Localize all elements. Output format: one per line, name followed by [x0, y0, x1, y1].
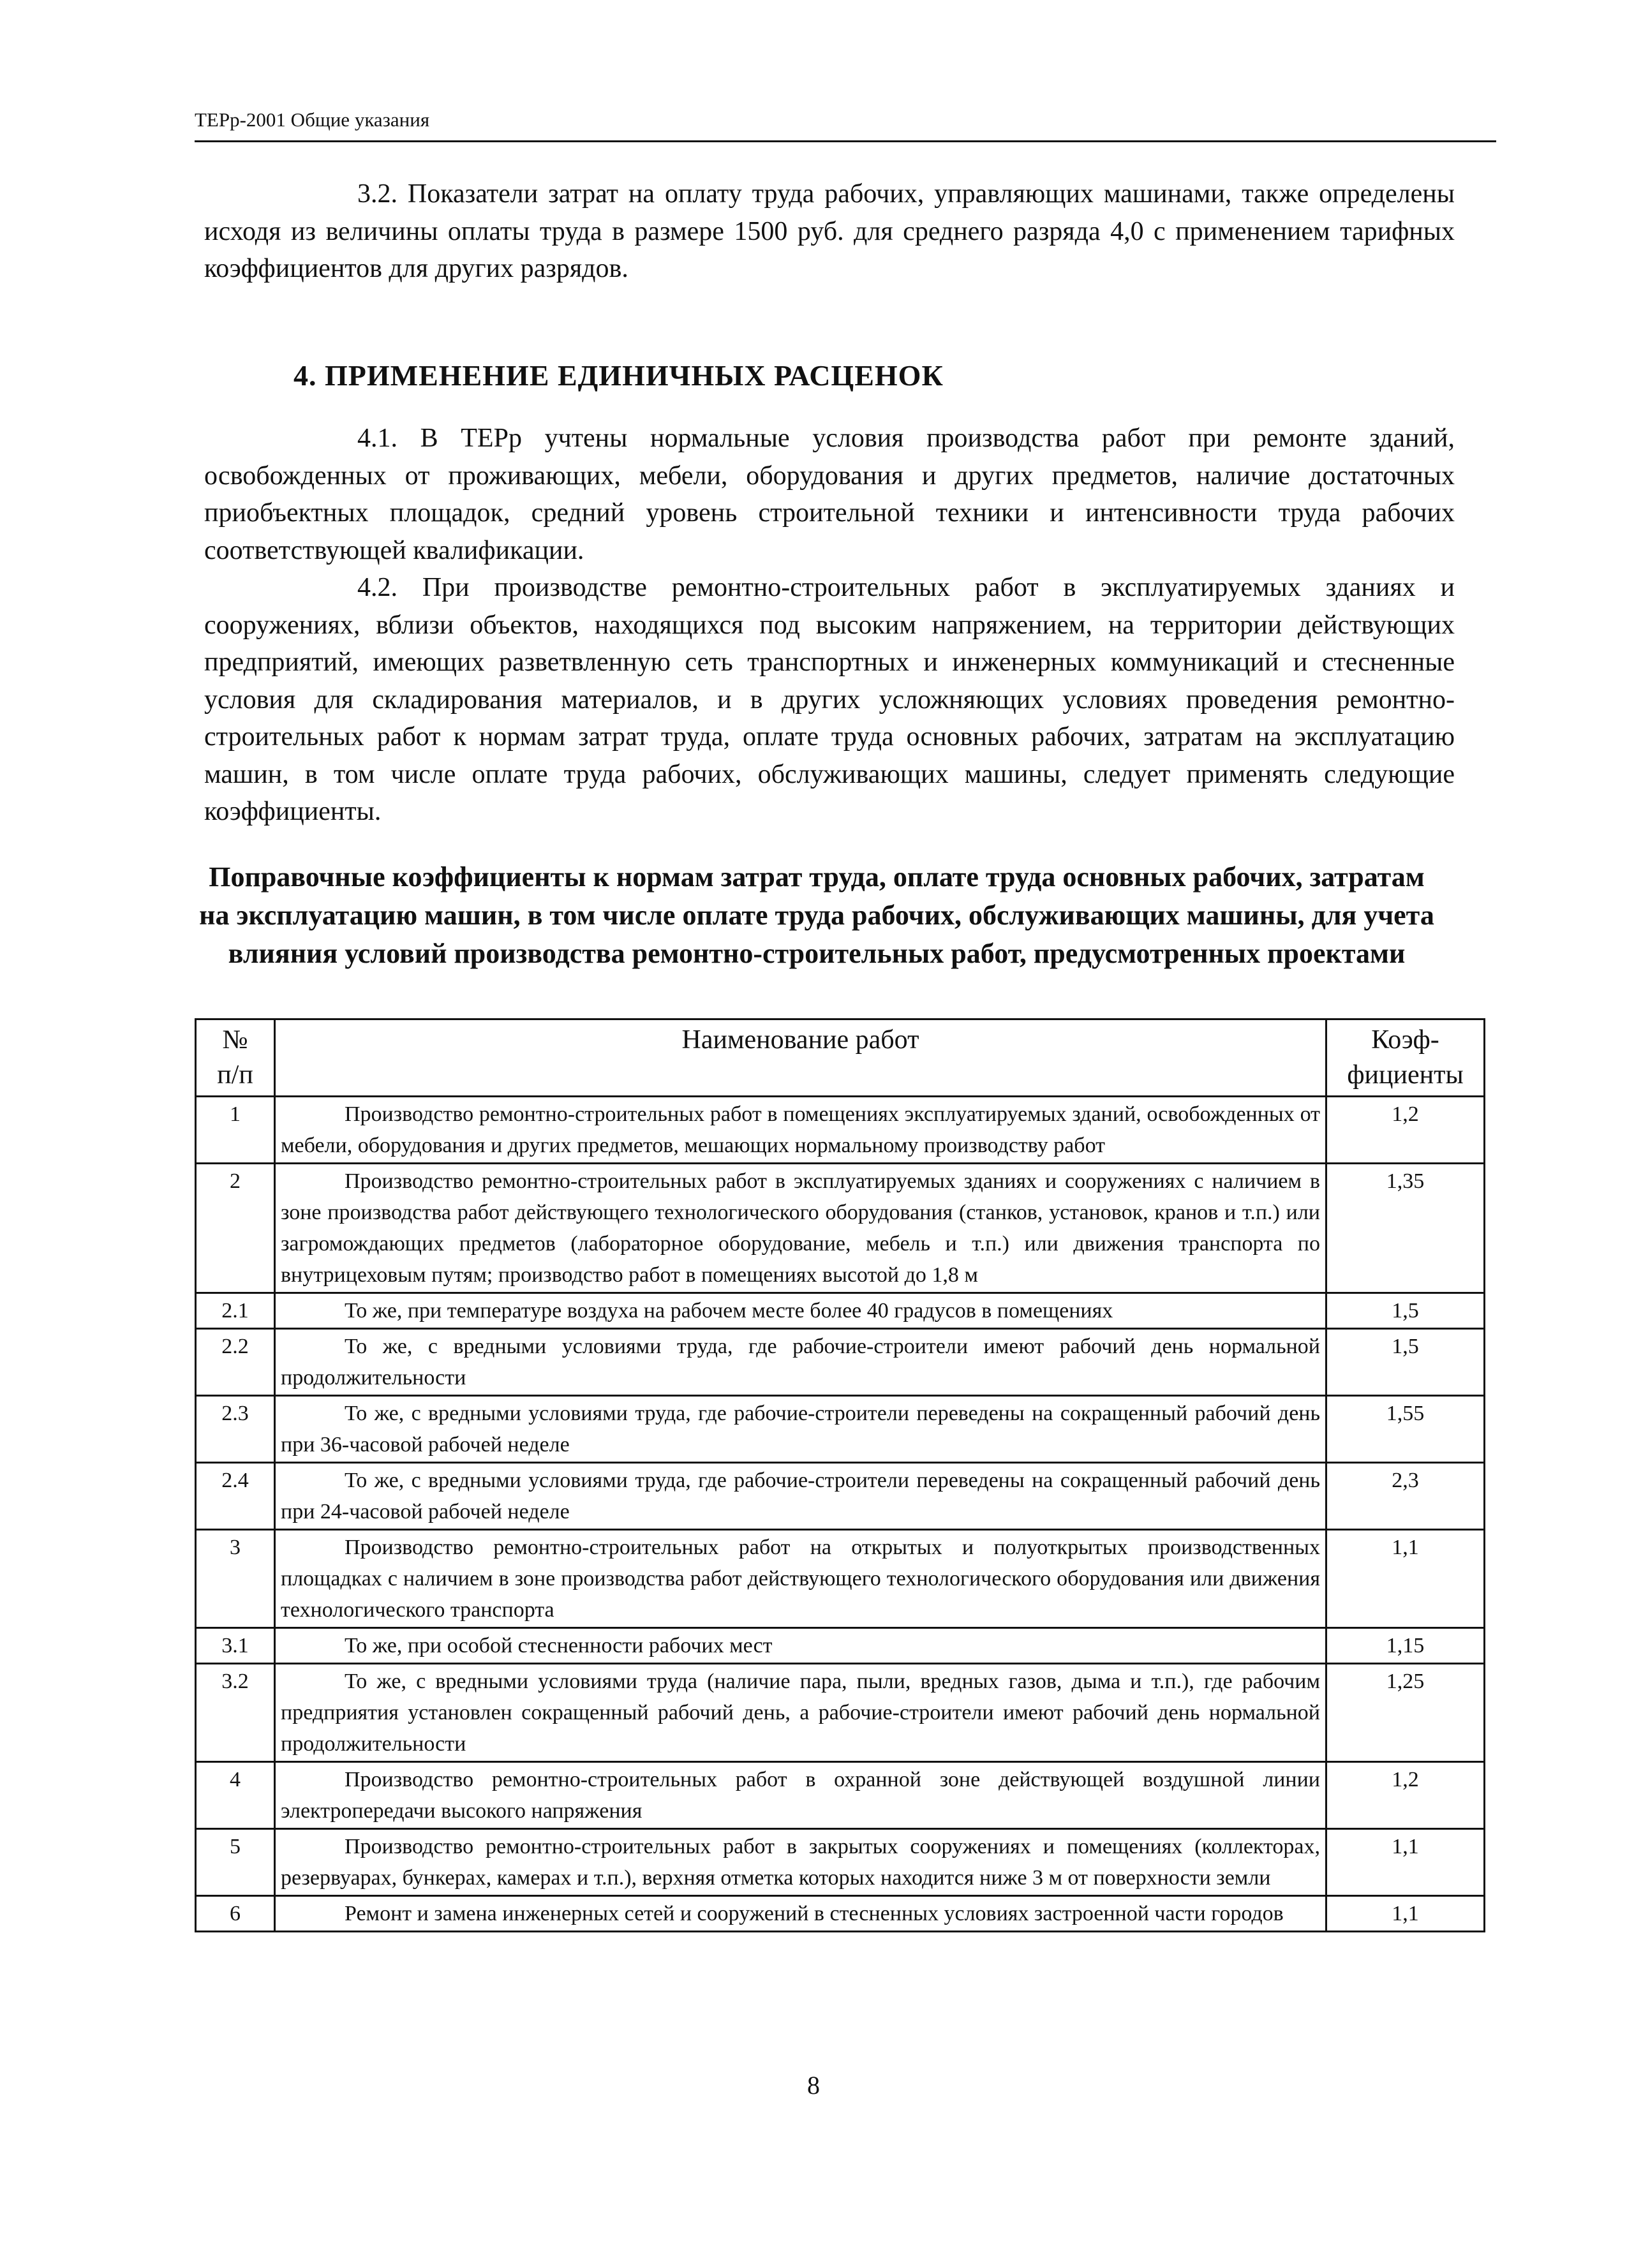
- table-row: [196, 1628, 1485, 1664]
- header-number: [196, 1019, 275, 1097]
- row-number: 3: [196, 1530, 275, 1628]
- row-work-name-text: Ремонт и замена инженерных сетей и сооружений в стесненных условиях застроенной части городов: [345, 1902, 1284, 1925]
- table-row: [196, 1762, 1485, 1829]
- row-work-name: [275, 1293, 1326, 1329]
- row-work-name-text: То же, с вредными условиями труда, где рабочие-строители переведены на сокращенный рабочий день при 24-часовой рабочей неделе: [281, 1469, 1320, 1523]
- row-work-name-text: То же, при температуре воздуха на рабочем месте более 40 градусов в помещениях: [345, 1299, 1113, 1323]
- row-number: 2.2: [196, 1329, 275, 1396]
- table-row: [196, 1463, 1485, 1530]
- row-work-name: [275, 1628, 1326, 1664]
- page-number: 8: [807, 2071, 820, 2100]
- header-coefficient: [1326, 1019, 1485, 1097]
- row-work-name: [275, 1329, 1326, 1396]
- header-coefficient-line2: фициенты: [1347, 1060, 1464, 1090]
- row-work-name-text: То же, с вредными условиями труда (наличие пара, пыли, вредных газов, дыма и т.п.), где рабочим предприятия установлен сокращенный рабочий день, а рабочие-строители имеют рабочий день нормальной продолжительности: [281, 1670, 1320, 1756]
- page-header: [195, 107, 1496, 142]
- row-coefficient: 1,1: [1326, 1896, 1485, 1932]
- row-number: 3.2: [196, 1664, 275, 1762]
- row-work-name: [275, 1664, 1326, 1762]
- row-coefficient: 1,5: [1326, 1329, 1485, 1396]
- table-row: [196, 1097, 1485, 1164]
- table-row: [196, 1664, 1485, 1762]
- table-row: [196, 1396, 1485, 1463]
- row-work-name: [275, 1829, 1326, 1896]
- row-work-name-text: Производство ремонтно-строительных работ в закрытых сооружениях и помещениях (коллекторах, резервуарах, бункерах, камерах и т.п.), верхняя отметка которых находится ниже 3 м от поверхности земли: [281, 1835, 1320, 1890]
- row-coefficient: 1,1: [1326, 1530, 1485, 1628]
- header-work-name: Наименование работ: [275, 1019, 1326, 1097]
- section-title: 4. ПРИМЕНЕНИЕ ЕДИНИЧНЫХ РАСЦЕНОК: [293, 359, 944, 392]
- row-coefficient: 1,35: [1326, 1164, 1485, 1293]
- row-work-name: [275, 1164, 1326, 1293]
- row-work-name: [275, 1530, 1326, 1628]
- paragraph-4-2: 4.2. При производстве ремонтно-строительных работ в эксплуатируемых зданиях и сооружениях, вблизи объектов, находящихся под высоким напряжением, на территории действующих предприятий, имеющих разветвленную сеть транспортных и инженерных коммуникаций и стесненные условия для складирования материалов, и в других усложняющих условиях проведения ремонтно-строительных работ к нормам затрат труда, оплате труда основных рабочих, затратам на эксплуатацию машин, в том числе оплате труда рабочих, обслуживающих машины, следует применять следующие коэффициенты.: [204, 573, 1455, 826]
- row-coefficient: 1,5: [1326, 1293, 1485, 1329]
- paragraph-3-2-block: [204, 175, 1455, 288]
- row-coefficient: 2,3: [1326, 1463, 1485, 1530]
- row-work-name: [275, 1762, 1326, 1829]
- row-work-name-text: То же, с вредными условиями труда, где рабочие-строители переведены на сокращенный рабочий день при 36-часовой рабочей неделе: [281, 1402, 1320, 1456]
- paragraph-4-1: 4.1. В ТЕРр учтены нормальные условия производства работ при ремонте зданий, освобожденных от проживающих, мебели, оборудования и других предметов, наличие достаточных приобъектных площадок, средний уровень строительной техники и интенсивности труда рабочих соответствующей квалификации.: [204, 424, 1455, 565]
- row-coefficient: 1,15: [1326, 1628, 1485, 1664]
- table-row: [196, 1530, 1485, 1628]
- row-number: 2.3: [196, 1396, 275, 1463]
- row-work-name-text: То же, при особой стесненности рабочих мест: [345, 1634, 773, 1657]
- row-coefficient: 1,25: [1326, 1664, 1485, 1762]
- row-number: 4: [196, 1762, 275, 1829]
- row-work-name: [275, 1396, 1326, 1463]
- row-work-name-text: То же, с вредными условиями труда, где рабочие-строители имеют рабочий день нормальной продолжительности: [281, 1335, 1320, 1390]
- row-work-name: [275, 1463, 1326, 1530]
- table-row: [196, 1829, 1485, 1896]
- row-work-name-text: Производство ремонтно-строительных работ на открытых и полуоткрытых производственных площадках с наличием в зоне производства работ действующего технологического оборудования или движения технологического транспорта: [281, 1536, 1320, 1622]
- paragraphs-section-4: [204, 420, 1455, 831]
- row-number: 2.1: [196, 1293, 275, 1329]
- row-number: 3.1: [196, 1628, 275, 1664]
- paragraph-3-2: 3.2. Показатели затрат на оплату труда рабочих, управляющих машинами, также определены исходя из величины оплаты труда в размере 1500 руб. для среднего разряда 4,0 с применением тарифных коэффициентов для других разрядов.: [204, 179, 1455, 283]
- row-number: 5: [196, 1829, 275, 1896]
- row-coefficient: 1,1: [1326, 1829, 1485, 1896]
- header-coefficient-line1: Коэф-: [1371, 1025, 1439, 1055]
- coefficients-table: [195, 1018, 1485, 1932]
- table-row: [196, 1293, 1485, 1329]
- header-number-line2: п/п: [217, 1060, 253, 1090]
- table-row: [196, 1329, 1485, 1396]
- row-number: 2: [196, 1164, 275, 1293]
- table-row: [196, 1896, 1485, 1932]
- row-number: 6: [196, 1896, 275, 1932]
- row-coefficient: 1,55: [1326, 1396, 1485, 1463]
- row-number: 2.4: [196, 1463, 275, 1530]
- row-coefficient: 1,2: [1326, 1762, 1485, 1829]
- row-work-name-text: Производство ремонтно-строительных работ в охранной зоне действующей воздушной линии электропередачи высокого напряжения: [281, 1768, 1320, 1823]
- row-work-name: [275, 1896, 1326, 1932]
- header-title: ТЕРр-2001 Общие указания: [195, 108, 430, 131]
- header-number-line1: №: [222, 1025, 248, 1055]
- row-number: 1: [196, 1097, 275, 1164]
- row-work-name-text: Производство ремонтно-строительных работ в помещениях эксплуатируемых зданий, освобожденных от мебели, оборудования и других предметов, мешающих нормальному производству работ: [281, 1102, 1320, 1157]
- row-work-name: [275, 1097, 1326, 1164]
- table-row: [196, 1164, 1485, 1293]
- table-title: Поправочные коэффициенты к нормам затрат труда, оплате труда основных рабочих, затратам на эксплуатацию машин, в том числе оплате труда рабочих, обслуживающих машины, для учета влияния условий производства ремонтно-строительных работ, предусмотренных проектами: [199, 861, 1434, 969]
- row-work-name-text: Производство ремонтно-строительных работ в эксплуатируемых зданиях и сооружениях с наличием в зоне производства работ действующего технологического оборудования (станков, установок, кранов и т.п.) или загромождающих предметов (лабораторное оборудование, мебель и т.п.) или движения транспорта по внутрицеховым путям; производство работ в помещениях высотой до 1,8 м: [281, 1169, 1320, 1287]
- table-header-row: [196, 1019, 1485, 1097]
- row-coefficient: 1,2: [1326, 1097, 1485, 1164]
